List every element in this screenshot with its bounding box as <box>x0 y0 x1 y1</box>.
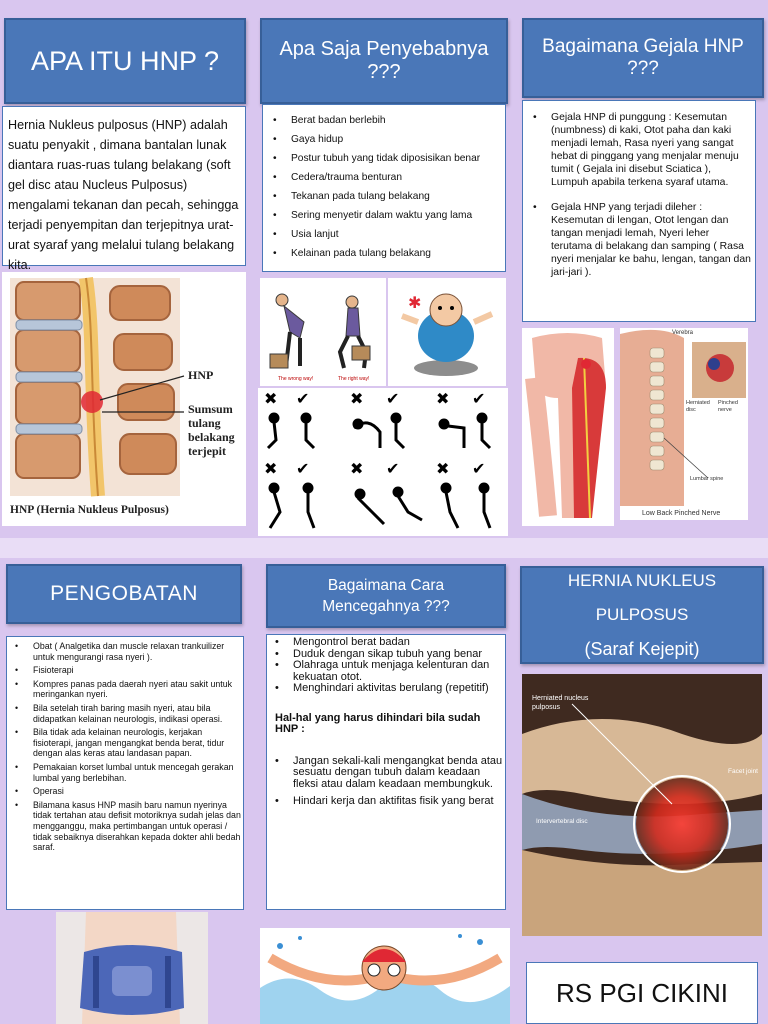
svg-text:✖: ✖ <box>264 389 278 408</box>
prevention-item: • Mengontrol berat badan <box>269 637 503 649</box>
avoid-item: • Hindari kerja dan aktifitas fisik yang berat <box>269 796 503 808</box>
herniated-disc-figure <box>522 674 762 936</box>
svg-text:✔: ✔ <box>386 459 400 478</box>
treatment-item: • Pemakaian korset lumbal untuk mencegah gerakan lumbal yang berlebihan. <box>9 762 241 783</box>
overweight-cartoon <box>388 278 506 386</box>
symptom-item: • Gejala HNP di punggung : Kesemutan (numbness) di kaki, Otot paha dan kaki menjadi lemah, Rasa nyeri yang sangat hebat di pinggang yang menjalar menuju tumit ( Gejala ini disebut Sciatica ), Lumpuh apabila terkena syaraf utama. <box>527 111 751 189</box>
definition-box <box>2 106 246 272</box>
svg-text:✔: ✔ <box>296 459 310 478</box>
label-lumbar-spine: Lumbar spine <box>690 476 724 482</box>
cause-item: • Tekanan pada tulang belakang <box>267 187 501 206</box>
label-wrong-way: The wrong way! <box>278 376 314 382</box>
treatment-item: • Bila tidak ada kelainan neurologis, kerjakan fisioterapi, jangan mengangkat benda berat, tidur dengan alas keras atau landasan papan. <box>9 727 241 759</box>
symptom-item: • Gejala HNP yang terjadi dileher : Kesemutan di lengan, Otot lengan dan tangan menjadi lemah, Nyeri leher terutama di belakang dan samping ( Rasa nyeri menjalar ke bahu, lengan, tangan dan jari-jari ). <box>527 201 751 279</box>
symptoms-box <box>522 100 756 322</box>
title-text: Apa Saja Penyebabnya ??? <box>279 38 489 83</box>
prevention-item: • Menghindari aktivitas berulang (repetitif) <box>269 683 503 695</box>
label-intervertebral-disc: Intervertebral disc <box>536 818 588 825</box>
avoid-heading: Hal-hal yang harus dihindari bila sudah HNP : <box>275 711 481 735</box>
posture-do-dont-grid <box>258 388 508 536</box>
section-divider <box>0 538 768 558</box>
label-herniated-disc: Herniated disc <box>686 400 710 413</box>
label-herniated-nucleus: Herniated nucleus pulposus <box>532 695 589 711</box>
causes-list <box>267 111 501 263</box>
treatment-item: • Fisioterapi <box>9 665 241 676</box>
hospital-name: RS PGI CIKINI <box>556 977 728 1008</box>
title-line-1: HERNIA NUKLEUS PULPOSUS <box>567 571 717 624</box>
svg-text:✖: ✖ <box>436 459 450 478</box>
svg-text:✔: ✔ <box>386 389 400 408</box>
cause-item: • Berat badan berlebih <box>267 111 501 130</box>
definition-text: Hernia Nukleus pulposus (HNP) adalah suatu penyakit , dimana bantalan lunak diantara ruas-ruas tulang belakang (soft gel disc atau Nucleus Pulposus) mengalami tekanan dan pecah, sehingga terjadi penyempitan dan terjepitnya urat-urat syaraf yang melalui tulang belakang kita. <box>8 118 239 272</box>
treatment-list <box>9 641 241 853</box>
cause-item: • Sering menyetir dalam waktu yang lama <box>267 206 501 225</box>
title-text: APA ITU HNP ? <box>30 45 220 76</box>
treatment-item: • Kompres panas pada daerah nyeri atau sakit untuk meringankan nyeri. <box>9 679 241 700</box>
svg-text:✱: ✱ <box>408 293 422 312</box>
treatment-item: • Operasi <box>9 786 241 797</box>
svg-text:✔: ✔ <box>472 459 486 478</box>
title-line-2: (Saraf Kejepit) <box>584 639 700 659</box>
title-text: PENGOBATAN <box>50 582 198 605</box>
treatment-box <box>6 636 244 910</box>
title-gejala <box>522 18 764 98</box>
label-pinched-nerve: Pinched nerve <box>718 400 738 413</box>
avoid-item: • Jangan sekali-kali mengangkat benda atau sesuatu dengan tubuh dalam keadaan fleksi atau dalam keadaan membungkuk. <box>269 756 503 791</box>
svg-text:✔: ✔ <box>296 389 310 408</box>
title-penyebab <box>260 18 508 104</box>
cause-item: • Usia lanjut <box>267 225 501 244</box>
cause-item: • Postur tubuh yang tidak diposisikan benar <box>267 149 501 168</box>
title-text: Bagaimana Cara Mencegahnya ??? <box>322 577 450 615</box>
label-right-way: The right way! <box>338 376 370 382</box>
label-sumsum: Sumsum tulang belakang terjepit <box>188 402 235 458</box>
label-hnp: HNP <box>188 368 214 382</box>
treatment-item: • Bilamana kasus HNP masih baru namun nyerinya tidak tertahan atau defisit motoriknya sudah jelas dan mengganggu, maka pertimbangan untuk operasi / tidak sebaiknya diserahkan kepada dokter ahli bedah saraf. <box>9 800 241 853</box>
causes-box <box>262 104 506 272</box>
back-pinched-nerve-figure <box>620 328 748 520</box>
title-hernia-nukleus <box>520 566 764 664</box>
prevention-box <box>266 634 506 910</box>
svg-text:✖: ✖ <box>264 459 278 478</box>
avoid-list <box>269 756 503 808</box>
svg-text:✔: ✔ <box>472 389 486 408</box>
lifting-posture-figure <box>260 278 386 386</box>
spine-hnp-figure <box>2 272 246 526</box>
back-figure-caption: Low Back Pinched Nerve <box>642 510 721 517</box>
label-facet-joint: Facet joint <box>728 768 758 775</box>
prevention-item: • Duduk dengan sikap tubuh yang benar <box>269 649 503 661</box>
spine-figure-caption: HNP (Hernia Nukleus Pulposus) <box>10 504 169 516</box>
treatment-item: • Bila setelah tirah baring masih nyeri, atau bila didapatkan kelainan neurologis, indikasi operasi. <box>9 703 241 724</box>
treatment-item: • Obat ( Analgetika dan muscle relaxan trankuilizer untuk mengurangi rasa nyeri ). <box>9 641 241 662</box>
lumbar-brace-photo <box>56 912 208 1024</box>
svg-text:✖: ✖ <box>350 389 364 408</box>
title-text: Bagaimana Gejala HNP ??? <box>542 36 744 79</box>
title-apa-itu-hnp <box>4 18 246 104</box>
title-pengobatan <box>6 564 242 624</box>
cause-item: • Cedera/trauma benturan <box>267 168 501 187</box>
cause-item: • Kelainan pada tulang belakang <box>267 244 501 263</box>
cause-item: • Gaya hidup <box>267 130 501 149</box>
svg-text:✖: ✖ <box>436 389 450 408</box>
prevention-list <box>269 637 503 695</box>
leg-sciatica-figure <box>522 328 614 526</box>
symptoms-list <box>527 111 751 279</box>
swimmer-illustration <box>260 928 510 1024</box>
hospital-name-box <box>526 962 758 1024</box>
label-verebra: Verebra <box>672 330 694 336</box>
title-mencegah <box>266 564 506 628</box>
prevention-item: • Olahraga untuk menjaga kelenturan dan kekuatan otot. <box>269 660 503 683</box>
svg-text:✖: ✖ <box>350 459 364 478</box>
